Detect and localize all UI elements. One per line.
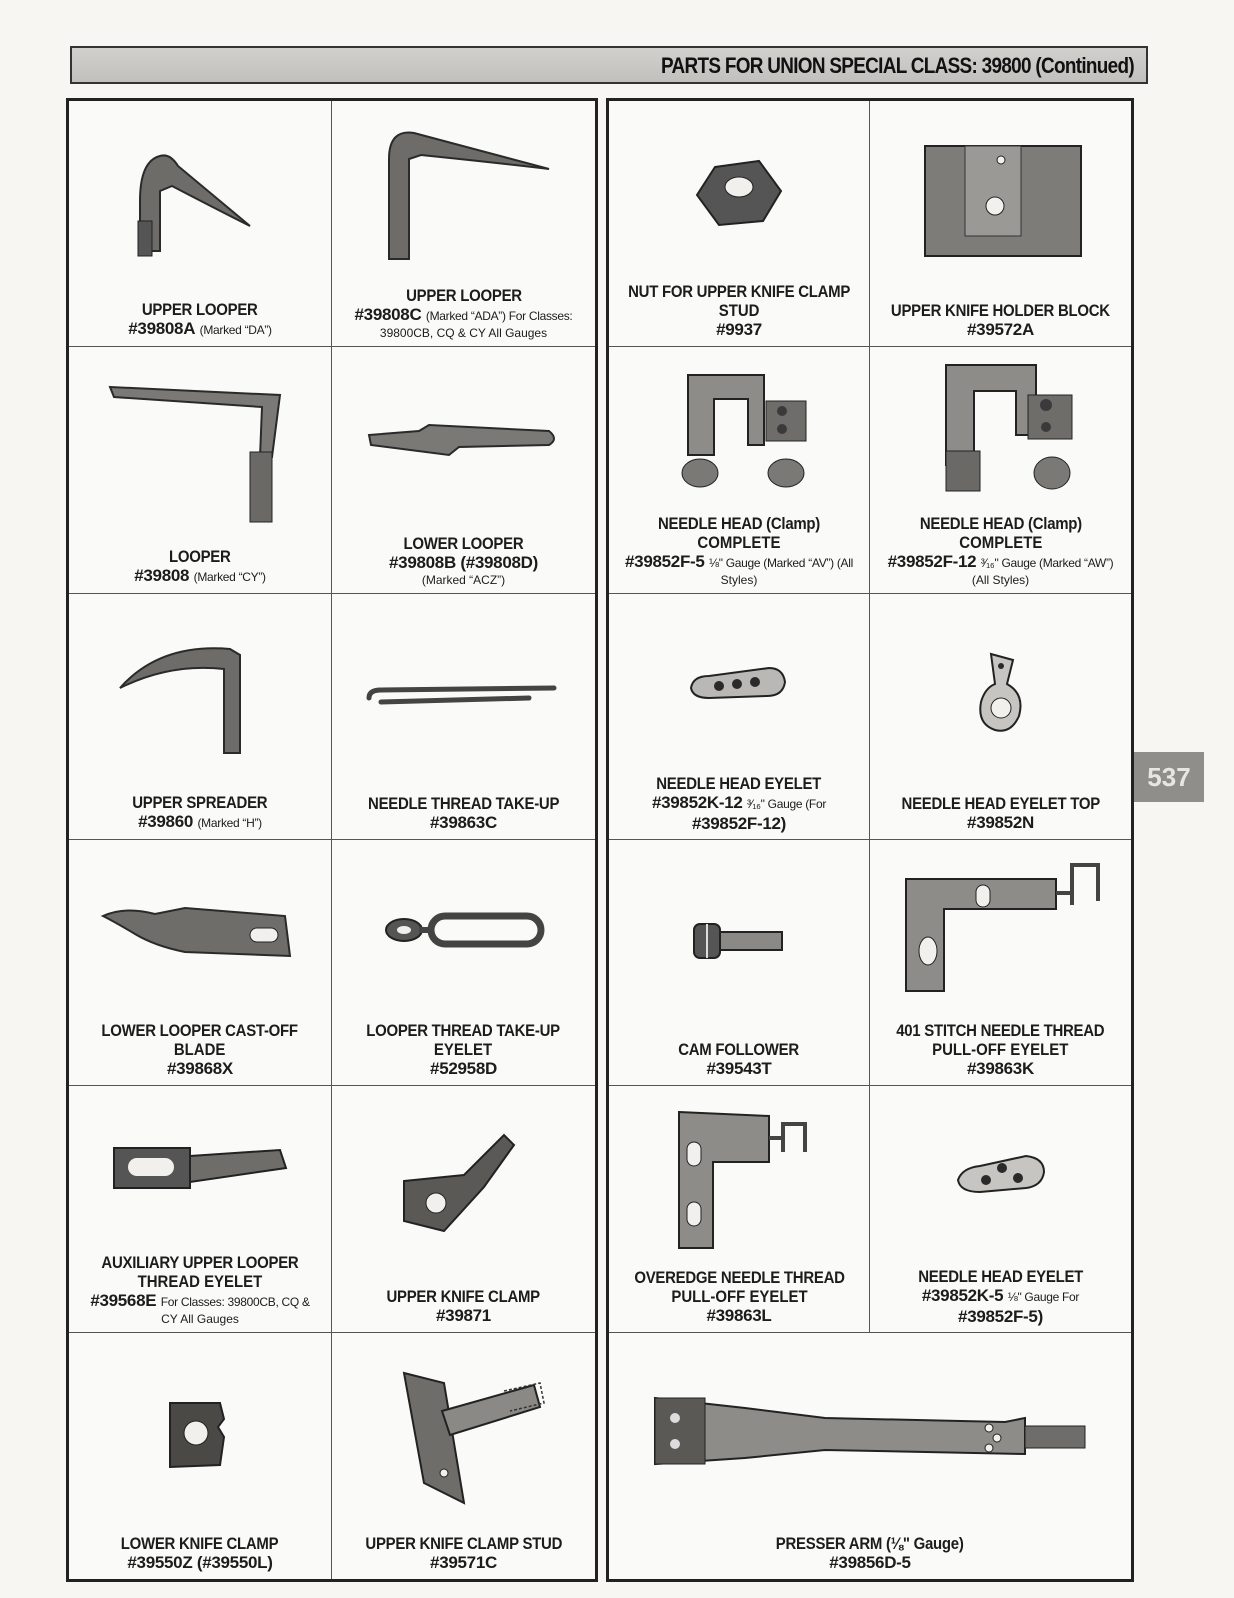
part-note: (Marked “DA”) (199, 323, 272, 338)
part-cell (609, 1086, 870, 1332)
part-cell (69, 1333, 332, 1579)
part-number: #9937 (716, 320, 762, 340)
auxiliary-eyelet-icon (100, 1134, 300, 1204)
part-name: OVEREDGE NEEDLE THREAD (633, 1267, 845, 1287)
part-note: (Marked “ADA”) For Classes: (425, 309, 573, 324)
part-name: LOWER LOOPER (403, 533, 524, 553)
part-number: #39852K-5 (921, 1285, 1004, 1305)
part-name-2: THREAD EYELET (137, 1271, 263, 1291)
part-cell (609, 347, 870, 593)
page-header-bar (70, 46, 1148, 84)
part-number: #39550Z (#39550L) (127, 1552, 273, 1572)
part-number: #39863K (967, 1059, 1034, 1079)
part-number: #39852F-5 (625, 551, 705, 571)
part-number: #39852K-12 (651, 792, 743, 812)
needle-head-eyelet-small-icon (946, 1146, 1056, 1206)
part-number: #39808C (354, 305, 422, 325)
part-name: LOWER LOOPER CAST-OFF (101, 1021, 299, 1041)
part-name: UPPER KNIFE HOLDER BLOCK (891, 301, 1110, 321)
part-cell (870, 1086, 1131, 1332)
looper-icon (100, 367, 300, 527)
page-title: PARTS FOR UNION SPECIAL CLASS: 39800 (Continued) (661, 53, 1134, 78)
part-name-2: COMPLETE (697, 532, 781, 552)
part-number: #39808 (134, 565, 190, 585)
part-note: ³⁄₁₆" Gauge (Marked “AW”) (980, 555, 1114, 570)
lower-knife-clamp-icon (150, 1383, 250, 1483)
part-cell (332, 101, 595, 347)
cast-off-blade-icon (95, 886, 305, 976)
part-name: LOOPER THREAD TAKE-UP (366, 1021, 561, 1041)
part-name: NEEDLE THREAD TAKE-UP (367, 793, 560, 813)
part-number: #39856D-5 (829, 1552, 911, 1572)
part-name-2: PULL-OFF EYELET (670, 1286, 808, 1306)
part-name: LOWER KNIFE CLAMP (121, 1533, 279, 1553)
part-note: ⅛" Gauge For (1007, 1289, 1080, 1304)
part-cell (609, 101, 870, 347)
part-number: #39863C (430, 812, 497, 832)
pull-off-eyelet-icon (896, 861, 1106, 1001)
part-name: UPPER LOOPER (405, 286, 522, 306)
part-name: LOOPER (169, 546, 231, 566)
part-name: UPPER LOOPER (142, 300, 258, 320)
part-name: NEEDLE HEAD EYELET TOP (901, 793, 1100, 813)
part-cell (69, 594, 332, 840)
part-name: NUT FOR UPPER KNIFE CLAMP (628, 282, 850, 302)
part-name: 401 STITCH NEEDLE THREAD (896, 1021, 1105, 1041)
part-number: #39852N (967, 812, 1034, 832)
overedge-eyelet-icon (659, 1102, 819, 1252)
part-cell (69, 840, 332, 1086)
cam-follower-icon (684, 910, 794, 970)
part-cell (870, 347, 1131, 593)
needle-head-eyelet-icon (679, 654, 799, 714)
upper-looper-icon (100, 131, 300, 271)
eyelet-top-icon (961, 644, 1041, 744)
part-note: ⅛" Gauge (Marked “AV”) (All (709, 555, 853, 570)
part-note-2: 39800CB, CQ & CY All Gauges (379, 326, 548, 341)
part-number: #52958D (430, 1059, 497, 1079)
part-number: #39871 (436, 1305, 491, 1325)
looper-thread-eyelet-icon (369, 896, 559, 966)
part-cell (332, 347, 595, 593)
part-number: #39543T (706, 1059, 772, 1079)
part-note: ³⁄₁₆" Gauge (For (746, 796, 827, 811)
part-cell (332, 840, 595, 1086)
lower-looper-icon (359, 395, 569, 485)
part-name: UPPER KNIFE CLAMP STUD (365, 1533, 562, 1553)
left-parts-grid (66, 98, 598, 1582)
part-name: NEEDLE HEAD (Clamp) (919, 513, 1082, 533)
part-cell (332, 594, 595, 840)
part-note-2: CY All Gauges (161, 1311, 239, 1326)
holder-block-icon (911, 136, 1091, 266)
clamp-stud-icon (364, 1353, 564, 1513)
part-name-2: STUD (718, 301, 760, 321)
part-number: #39852F-12 (887, 551, 977, 571)
part-cell (870, 101, 1131, 347)
page-number-tab: 537 (1134, 752, 1204, 802)
upper-knife-clamp-icon (384, 1131, 544, 1241)
part-number: #39572A (967, 320, 1034, 340)
part-note: For Classes: 39800CB, CQ & (160, 1294, 310, 1309)
part-number: #39808A (128, 319, 196, 339)
part-cell (870, 594, 1131, 840)
part-name-2: COMPLETE (958, 532, 1043, 552)
part-number: #39863L (706, 1305, 772, 1325)
needle-head-clamp-icon (654, 355, 824, 505)
part-number: #39568E (90, 1290, 157, 1310)
part-name-2: PULL-OFF EYELET (932, 1040, 1069, 1060)
part-number: #39808B (#39808D) (389, 552, 538, 572)
part-note: (Marked “H”) (197, 815, 262, 830)
part-name: NEEDLE HEAD EYELET (918, 1266, 1083, 1286)
upper-spreader-icon (100, 623, 300, 763)
part-cell (609, 594, 870, 840)
part-number-ref: #39852F-5) (958, 1306, 1043, 1326)
part-cell (332, 1333, 595, 1579)
hex-nut-icon (689, 147, 789, 237)
part-name: UPPER SPREADER (132, 792, 268, 812)
part-cell (609, 840, 870, 1086)
part-cell (332, 1086, 595, 1332)
part-cell (69, 101, 332, 347)
part-name: PRESSER ARM (⅛" Gauge) (776, 1533, 964, 1553)
part-name-2: BLADE (174, 1040, 226, 1060)
needle-thread-take-up-icon (359, 664, 569, 724)
part-name-2: EYELET (434, 1040, 493, 1060)
part-number-ref: #39852F-12) (691, 813, 787, 833)
upper-looper-long-icon (359, 119, 569, 269)
part-note-2: Styles) (720, 572, 758, 587)
part-note-2: (All Styles) (971, 572, 1030, 587)
right-parts-grid (606, 98, 1134, 1582)
presser-arm-icon (645, 1378, 1095, 1488)
part-name: UPPER KNIFE CLAMP (386, 1286, 541, 1306)
part-cell (69, 1086, 332, 1332)
part-note: (Marked “ACZ”) (421, 572, 506, 587)
part-name: NEEDLE HEAD EYELET (656, 773, 822, 793)
part-number: #39860 (138, 811, 194, 831)
needle-head-clamp-icon (916, 355, 1086, 505)
part-cell (609, 1333, 1131, 1579)
part-name: NEEDLE HEAD (Clamp) (657, 513, 821, 533)
part-name: CAM FOLLOWER (678, 1040, 800, 1060)
part-name: AUXILIARY UPPER LOOPER (101, 1252, 299, 1272)
part-number: #39868X (167, 1059, 233, 1079)
part-note: (Marked “CY”) (193, 569, 266, 584)
part-number: #39571C (430, 1552, 497, 1572)
part-cell (69, 347, 332, 593)
part-cell (870, 840, 1131, 1086)
